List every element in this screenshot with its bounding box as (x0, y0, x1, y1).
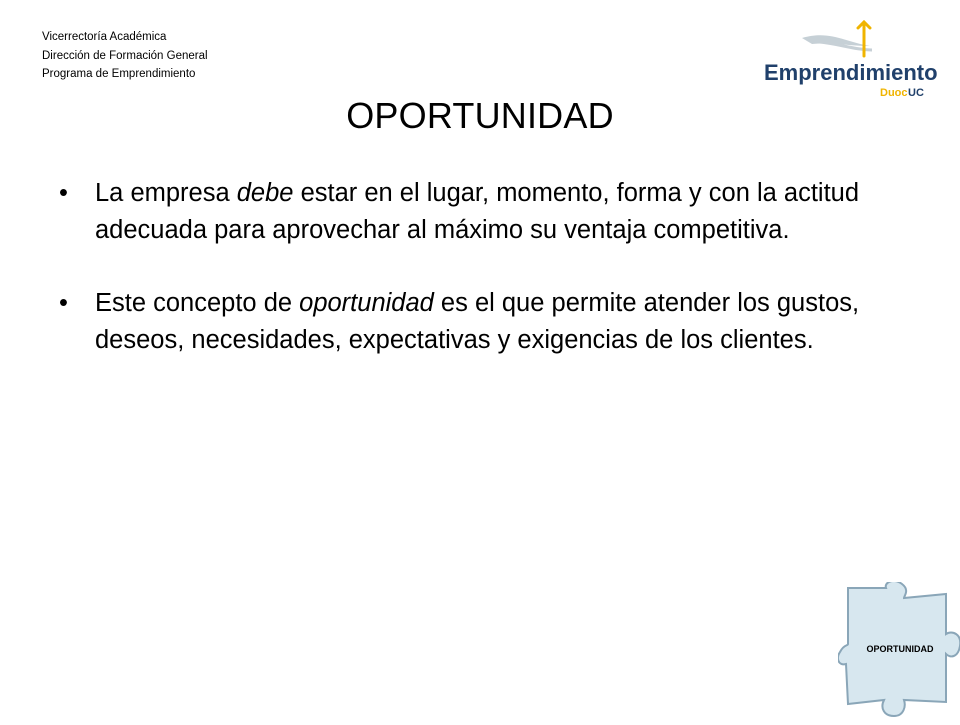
logo-uc: UC (908, 87, 924, 99)
bullet-dot-icon: • (59, 179, 68, 207)
bullet-text-post: es el que permite atender los gustos, deseos, necesidades, expectativas y exigencias de los clientes. (95, 289, 860, 354)
puzzle-piece-icon (838, 582, 960, 720)
header-line-direccion: Dirección de Formación General (42, 49, 208, 62)
header-line-programa: Programa de Emprendimiento (42, 68, 196, 80)
slide-title: OPORTUNIDAD (346, 95, 614, 136)
bullet-dot-icon: • (59, 289, 68, 317)
bullet-text-emphasis: oportunidad (299, 289, 434, 317)
header-line-vicerrectoria: Vicerrectoría Académica (42, 31, 167, 43)
puzzle-piece-graphic (838, 582, 960, 720)
logo-duoc: Duoc (880, 87, 908, 99)
bullet-text-pre: La empresa (95, 179, 237, 207)
bullet-text-post: estar en el lugar, momento, forma y con la actitud adecuada para aprovechar al máximo su ventaja competitiva. (95, 179, 860, 244)
bullet-item (55, 175, 905, 249)
bullet-text-emphasis: debe (236, 179, 294, 207)
bullet-text-pre: Este concepto de (95, 289, 300, 317)
puzzle-label: OPORTUNIDAD (866, 644, 934, 654)
logo-wordmark: Emprendimiento (764, 60, 938, 85)
bullet-item (55, 285, 905, 359)
bullet-list (55, 175, 905, 395)
institution-header (42, 28, 208, 84)
